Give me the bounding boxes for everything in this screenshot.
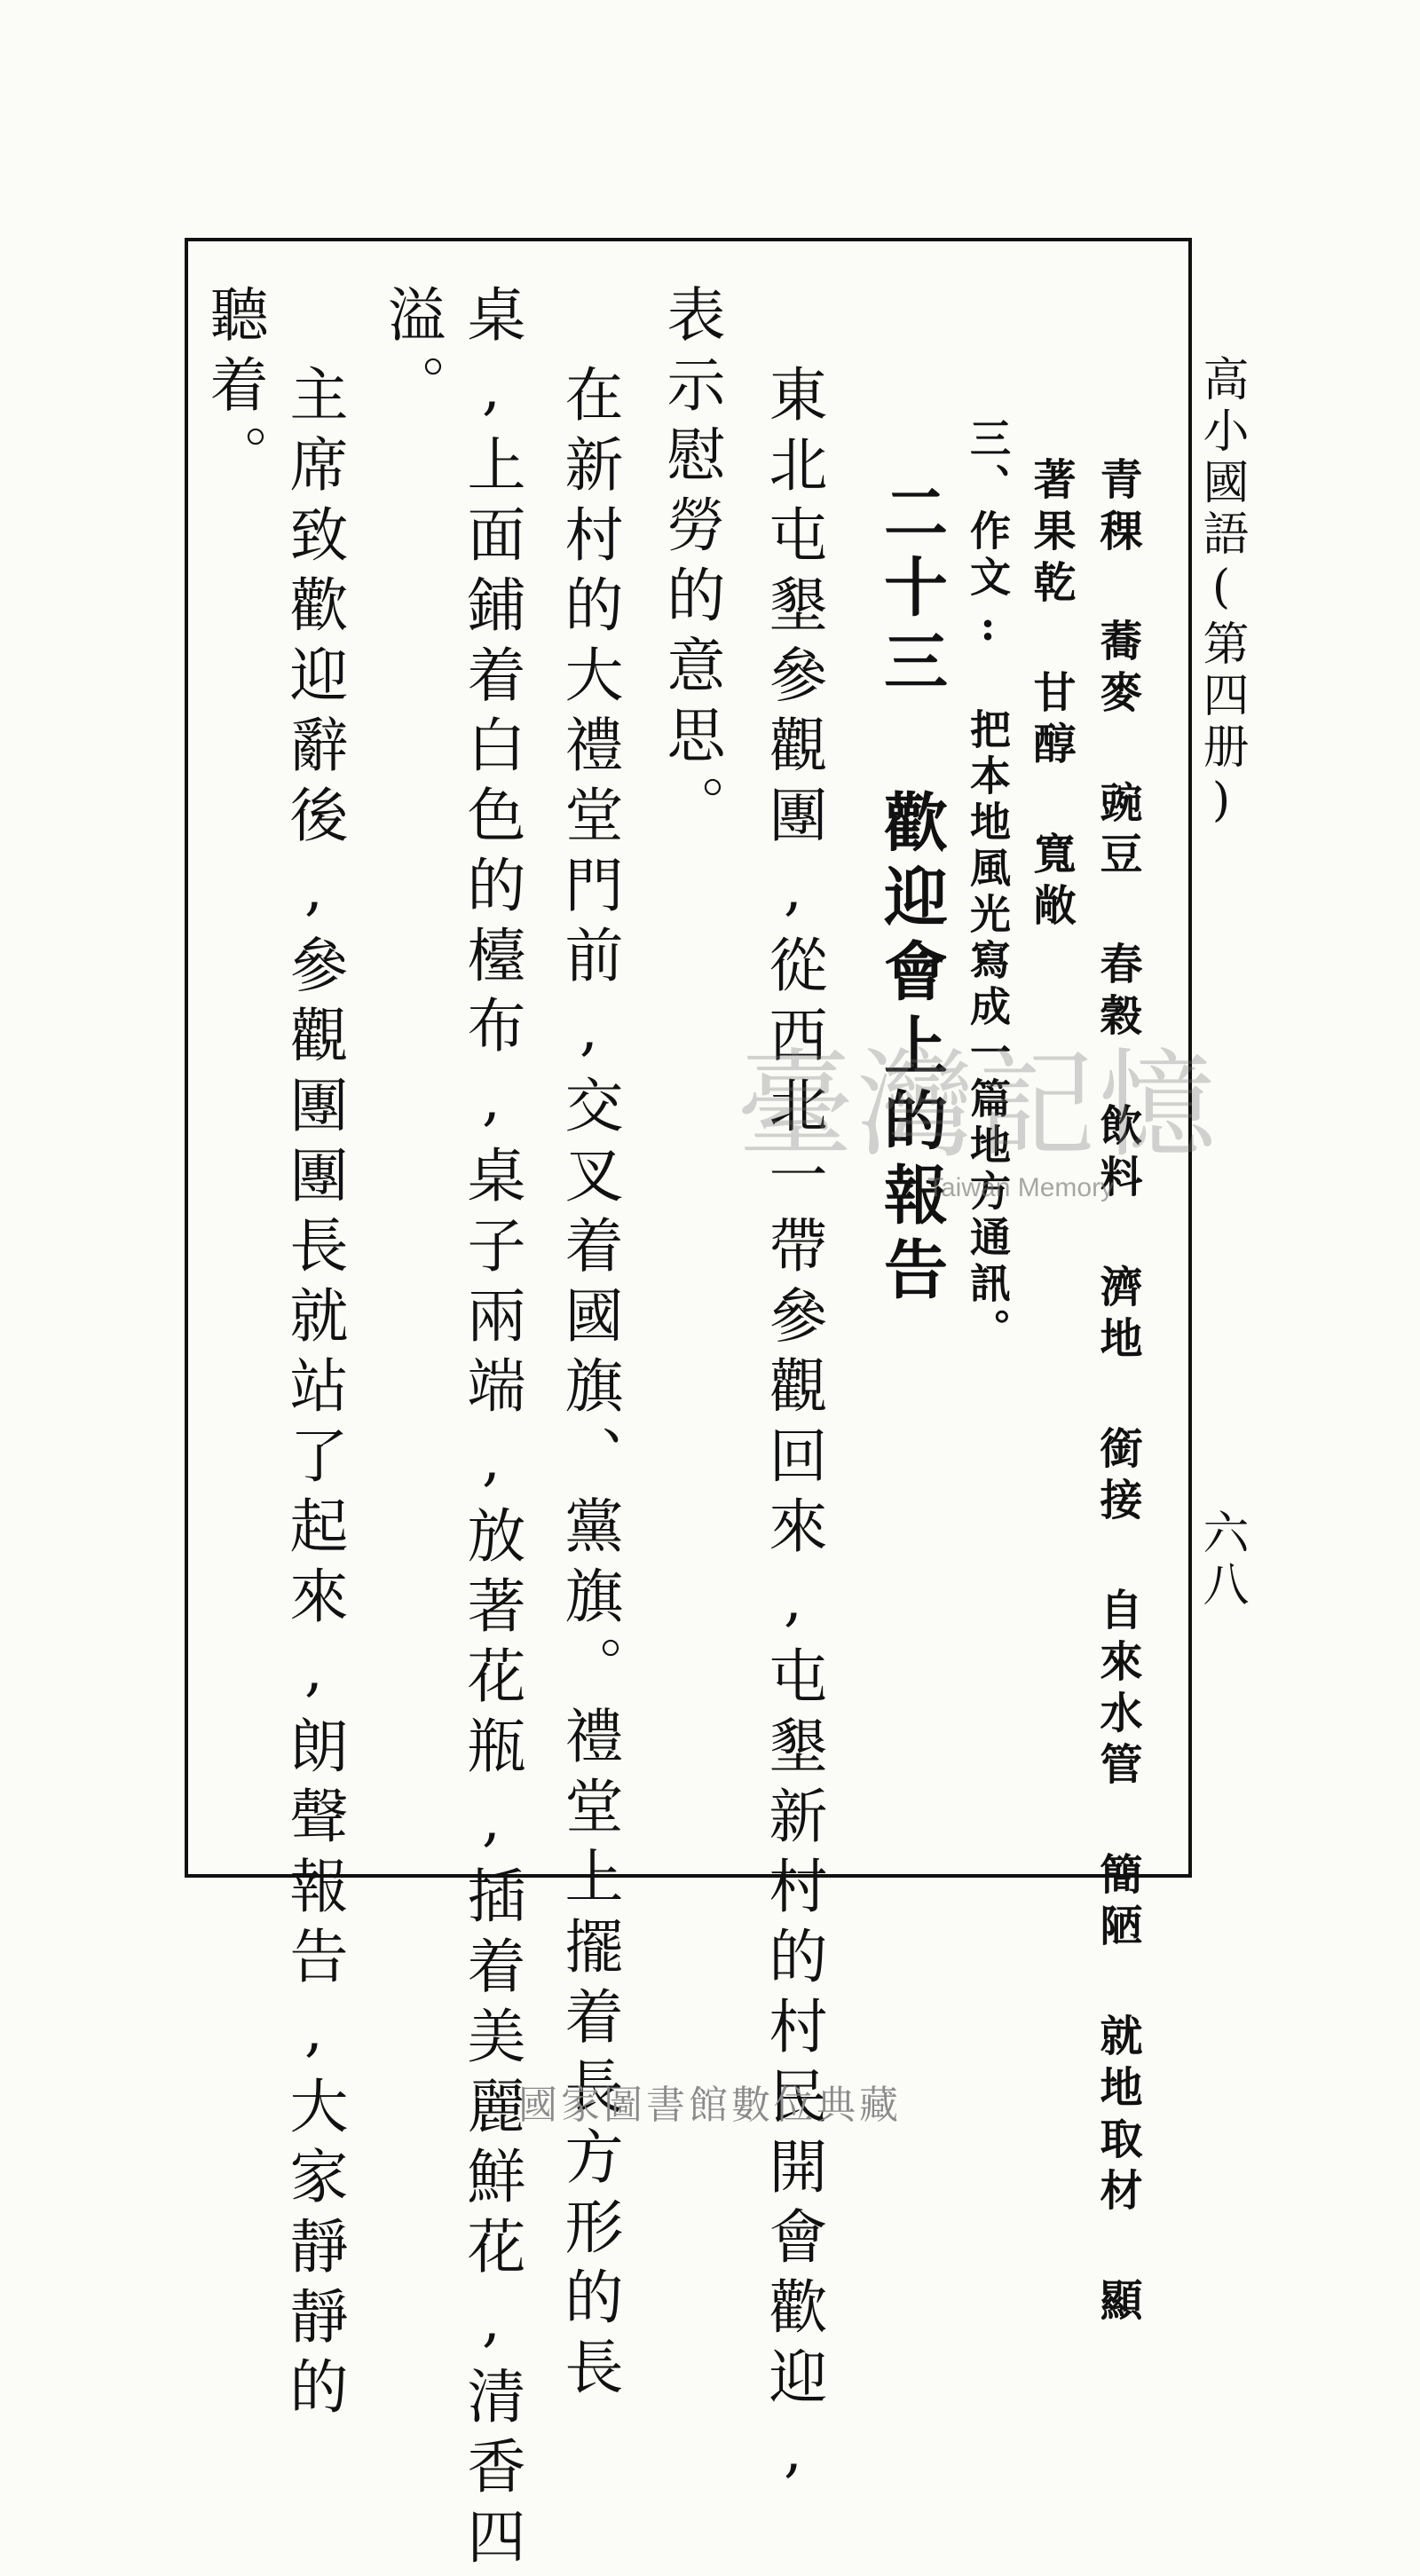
running-head: 高小國語(第四册) [1195,355,1248,832]
paragraph-2-line-1: 在新村的大禮堂門前,交叉着國旗、黨旗。禮堂上擺着長方形的長 [555,364,623,2407]
lesson-title: 二十三 歡迎會上的報告 [873,479,949,1311]
vocabulary-line-1: 青稞 蕎麥 豌豆 春穀 飲料 濟地 銜接 自來水管 簡陋 就地取材 顯 [1093,457,1142,2329]
page-number: 六八 [1195,1509,1248,1611]
paragraph-3-line-2: 聽着。 [200,284,268,494]
paragraph-1-line-1: 東北屯墾參觀團,從西北一帶參觀回來,屯墾新村的村民開會歡迎, [759,364,827,2496]
paragraph-1-line-2: 表示慰勞的意思。 [657,284,725,845]
watermark-english: Taiwan Memory [927,1173,1115,1202]
vocabulary-line-2: 著果乾 甘醇 寬敞 [1026,457,1076,934]
paragraph-3-line-1: 主席致歡迎辭後,參觀團團長就站了起來,朗聲報告,大家靜靜的 [280,364,348,2426]
paragraph-2-line-2: 桌,上面鋪着白色的檯布,桌子兩端,放著花瓶,插着美麗鮮花,清香四 [457,284,525,2576]
watermark-chinese: 臺灣記憶 [737,1037,1219,1174]
writing-exercise: 三、作文: 把本地風光寫成一篇地方通訊。 [964,417,1012,1354]
library-credit: 國家圖書館數位典藏 [518,2083,902,2128]
paragraph-2-line-3: 溢。 [377,284,446,424]
